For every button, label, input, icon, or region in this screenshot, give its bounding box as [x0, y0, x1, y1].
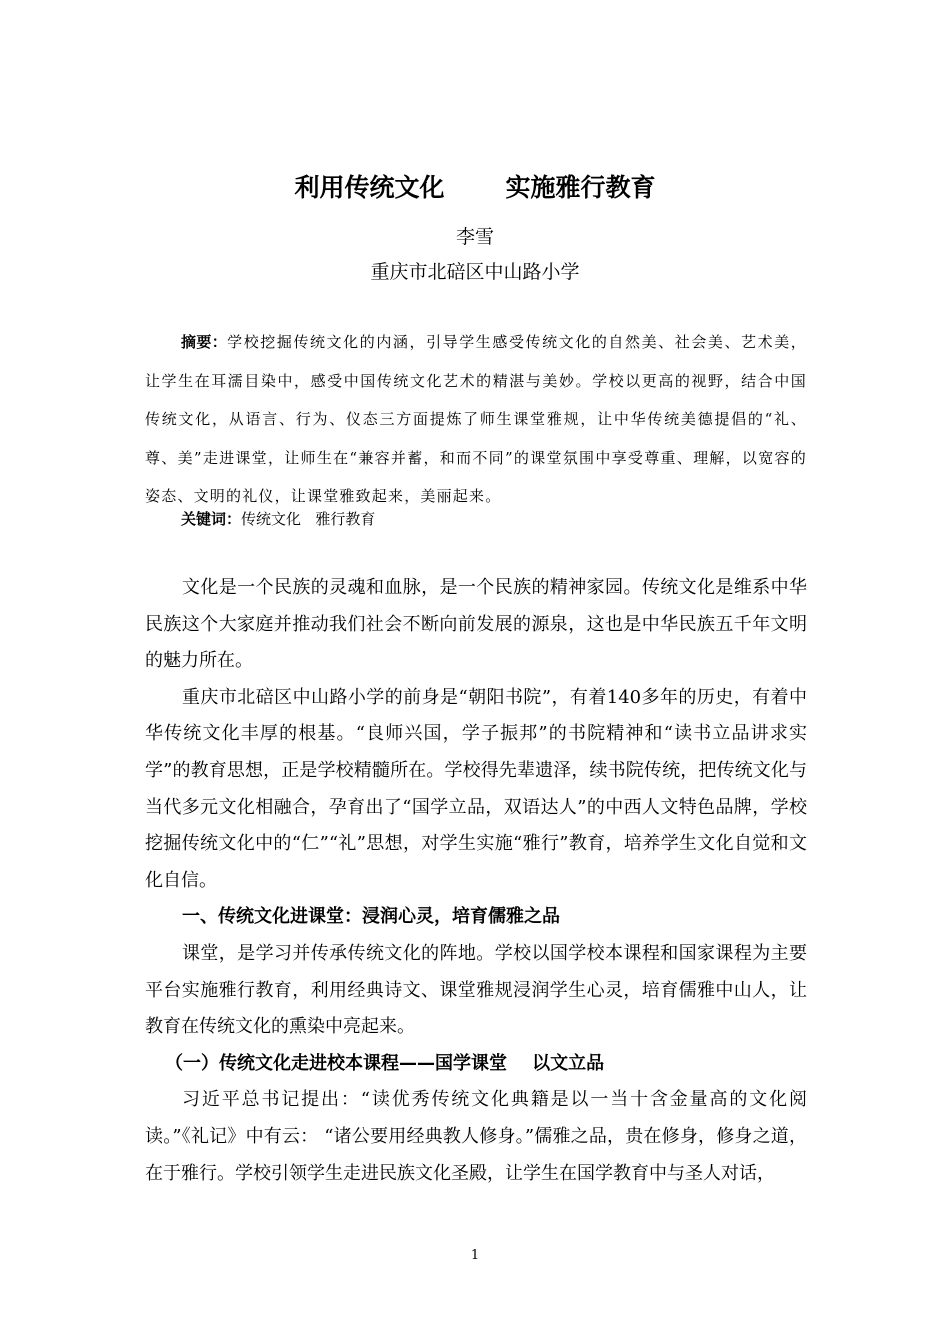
body-paragraph: 课堂，是学习并传承传统文化的阵地。学校以国学校本课程和国家课程为主要平台实施雅行教育，利用经典诗文、课堂雅规浸润学生心灵，培育儒雅中山人，让教育在传统文化的熏染中亮起来。: [145, 942, 807, 1038]
body-paragraph: 习近平总书记提出：“读优秀传统文化典籍是以一当十含金量高的文化阅读。”《礼记》中有云： “诸公要用经典教人修身。”儒雅之品，贵在修身，修身之道，在于雅行。学校引领学生走进民族文化圣殿，让学生在国学教育中与圣人对话，: [145, 1089, 807, 1184]
body-paragraph: 文化是一个民族的灵魂和血脉，是一个民族的精神家园。传统文化是维系中华民族这个大家庭并推动我们社会不断向前发展的源泉，这也是中华民族五千年文明的魅力所在。: [145, 577, 807, 672]
abstract-paragraph: [145, 323, 807, 516]
keywords-label: 关键词：: [181, 510, 242, 528]
section-heading: 一、传统文化进课堂：浸润心灵，培育儒雅之品: [182, 906, 560, 928]
author-affiliation: 重庆市北碚区中山路小学: [370, 261, 580, 283]
abstract-text: 学校挖掘传统文化的内涵，引导学生感受传统文化的自然美、社会美、艺术美，让学生在耳濡目染中，感受中国传统文化艺术的精湛与美妙。学校以更高的视野，结合中国传统文化，从语言、行为、仪态三方面提炼了师生课堂雅规，让中华传统美德提倡的“礼、尊、美”走进课堂，让师生在“兼容并蓄，和而不同”的课堂氛围中享受尊重、理解，以宽容的姿态、文明的礼仪，让课堂雅致起来，美丽起来。: [145, 333, 807, 505]
document-title: 利用传统文化 实施雅行教育: [294, 173, 656, 202]
page-number: 1: [470, 1248, 480, 1263]
subsection-heading: （一）传统文化走进校本课程——国学课堂 以文立品: [165, 1052, 605, 1074]
keywords-line: [181, 508, 375, 529]
abstract-label: 摘要：: [181, 333, 228, 351]
body-paragraph: 重庆市北碚区中山路小学的前身是“朝阳书院”，有着140多年的历史，有着中华传统文化丰厚的根基。“良师兴国，学子振邦”的书院精神和“读书立品讲求实学”的教育思想，正是学校精髓所在。学校得先辈遗泽，续书院传统，把传统文化与当代多元文化相融合，孕育出了“国学立品，双语达人”的中西人文特色品牌，学校挖掘传统文化中的“仁”“礼”思想，对学生实施“雅行”教育，培养学生文化自觉和文化自信。: [145, 686, 807, 891]
author-name: 李雪: [455, 226, 494, 248]
keywords-text: 传统文化 雅行教育: [241, 510, 376, 528]
body-text: [145, 570, 807, 1192]
